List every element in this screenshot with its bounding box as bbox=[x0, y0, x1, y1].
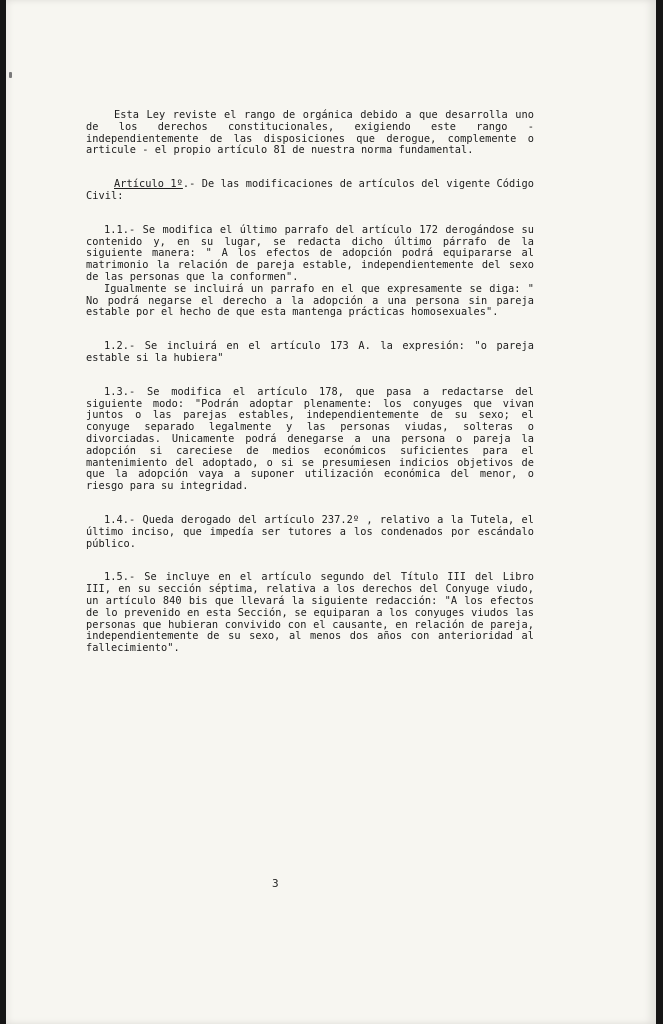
article-heading-text: .- De las modificaciones de artículos del vigente Código Civil: bbox=[86, 178, 534, 202]
intro-paragraph: Esta Ley reviste el rango de orgánica debido a que desarrolla uno de los derechos constitucionales, exigiendo este rango - independientemente de las disposiciones que derogue, complemente o articule - el propio artículo 81 de nuestra norma fundamental. bbox=[86, 109, 534, 157]
article-heading-paragraph bbox=[86, 179, 534, 203]
paragraph-1-1-block bbox=[86, 225, 534, 319]
page-number: 3 bbox=[272, 877, 279, 890]
paragraph-1-4: 1.4.- Queda derogado del artículo 237.2º , relativo a la Tutela, el último inciso, que impedía ser tutores a los condenados por escándalo público. bbox=[86, 513, 534, 550]
paragraph-1-1-continuation: Igualmente se incluirá un parrafo en el que expresamente se diga: " No podrá negarse el derecho a la adopción a una persona sin pareja estable por el hecho de que esta mantenga prácticas homosexuales". bbox=[86, 282, 534, 319]
article-heading: Artículo 1º bbox=[114, 178, 183, 191]
paragraph-1-5: 1.5.- Se incluye en el artículo segundo del Título III del Libro III, en su sección séptima, relativa a los derechos del Conyuge viudo, un artículo 840 bis que llevará la siguiente redacción: "A los efectos de lo prevenido en esta Sección, se equiparan a los conyuges viudos las personas que hubieran convivido con el causante, en relación de pareja, independientemente de su sexo, al menos dos años con anterioridad al fallecimiento". bbox=[86, 571, 534, 655]
paragraph-1-2: 1.2.- Se incluirá en el artículo 173 A. la expresión: "o pareja estable si la hubiera" bbox=[86, 340, 534, 364]
paragraph-1-3: 1.3.- Se modifica el artículo 178, que pasa a redactarse del siguiente modo: "Podrán adoptar plenamente: los conyuges que vivan juntos o las parejas estables, independientemente de su sexo; el conyuge separado legalmente y las personas viudas, solteras o divorciadas. Unicamente podrá denegarse a una persona o pareja la adopción si careciese de medios económicos suficientes para el mantenimiento del adoptado, o si se presumiesen indicios objetivos de que la adopción vaya a suponer utilización económica del menor, o riesgo para su integridad. bbox=[86, 385, 534, 493]
document-body bbox=[86, 110, 534, 677]
scan-mark bbox=[9, 72, 12, 78]
paragraph-1-1: 1.1.- Se modifica el último parrafo del artículo 172 derogándose su contenido y, en su lugar, se redacta dicho último párrafo de la siguiente manera: " A los efectos de adopción podrá equipararse al matrimonio la relación de pareja estable, independientemente del sexo de las personas que la conformen". bbox=[86, 223, 534, 283]
document-page bbox=[6, 0, 656, 1024]
